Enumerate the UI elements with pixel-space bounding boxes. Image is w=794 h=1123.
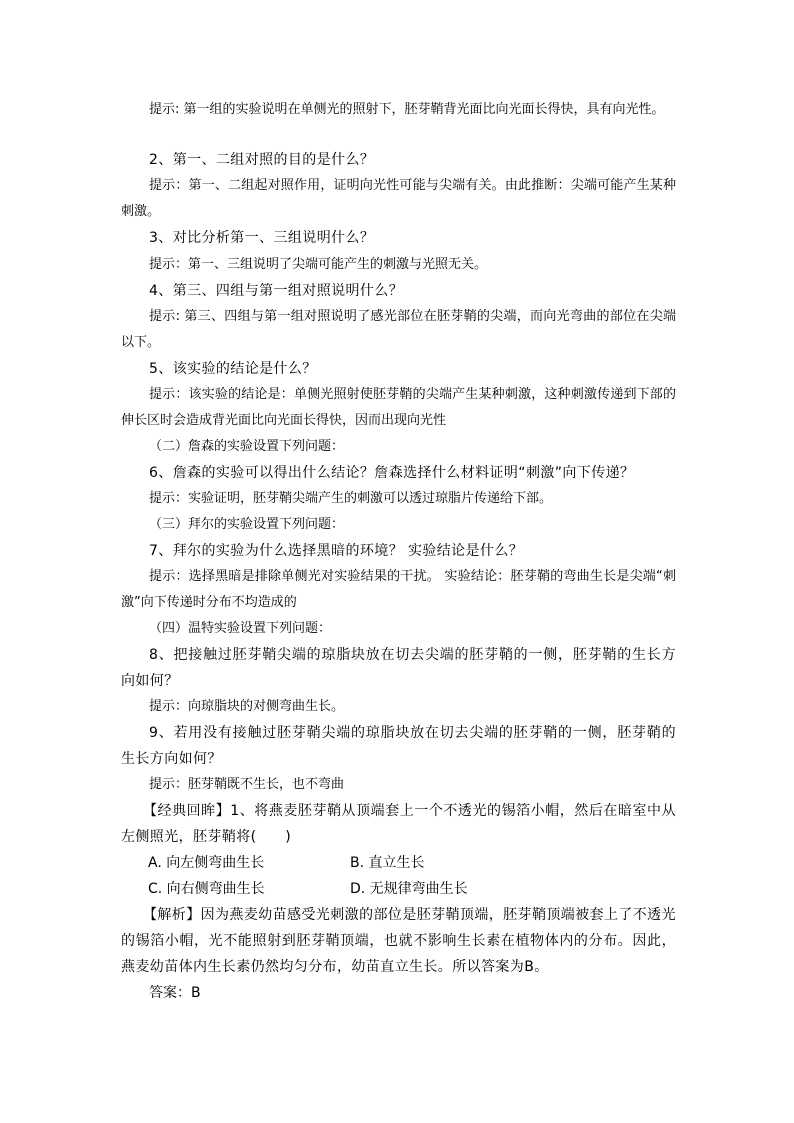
hint-1: 提示: 第一组的实验说明在单侧光的照射下，胚芽鞘背光面比向光面长得快，具有向光性。 [149, 102, 665, 117]
question-4: 4、第三、四组与第一组对照说明什么？ [149, 283, 404, 299]
hint-5: 提示：该实验的结论是：单侧光照射使胚芽鞘的尖端产生某种刺激，这种刺激传递到下部的伸长区时会造成背光面比向光面长得快，因而出现向光性 [121, 387, 676, 428]
question-3: 3、对比分析第一、三组说明什么？ [149, 230, 375, 246]
hint-2: 提示：第一、二组起对照作用，证明向光性可能与尖端有关。由此推断：尖端可能产生某种刺激。 [121, 178, 676, 219]
question-6: 6、詹森的实验可以得出什么结论？詹森选择什么材料证明“刺激”向下传递？ [149, 465, 635, 481]
option-c: C. 向右侧弯曲生长 [148, 881, 265, 897]
answer-line: 答案：B [149, 985, 201, 1001]
analysis-paragraph: 【解析】因为燕麦幼苗感受光刺激的部位是胚芽鞘顶端，胚芽鞘顶端被套上了不透光的锡箔小帽，光不能照射到胚芽鞘顶端，也就不影响生长素在植物体内的分布。因此，燕麦幼苗体内生长素仍然均匀分布，幼苗直立生长。所以答案为B。 [121, 907, 676, 975]
hint-9: 提示：胚芽鞘既不生长，也不弯曲 [149, 777, 345, 792]
hint-3: 提示：第一、三组说明了尖端可能产生的刺激与光照无关。 [149, 257, 488, 272]
option-a: A. 向左侧弯曲生长 [148, 855, 265, 871]
hint-8: 提示：向琼脂块的对侧弯曲生长。 [149, 699, 345, 714]
question-9: 9、若用没有接触过胚芽鞘尖端的琼脂块放在切去尖端的胚芽鞘的一侧，胚芽鞘的生长方向如何？ [121, 725, 676, 767]
hint-4: 提示: 第三、四组与第一组对照说明了感光部位在胚芽鞘的尖端，而向光弯曲的部位在尖端以下。 [121, 309, 676, 350]
section-4-heading: （四）温特实验设置下列问题： [149, 621, 332, 636]
question-7: 7、拜尔的实验为什么选择黑暗的环境？ 实验结论是什么？ [149, 543, 524, 559]
classic-question: 【经典回眸】1、将燕麦胚芽鞘从顶端套上一个不透光的锡箔小帽，然后在暗室中从左侧照光，胚芽鞘将( ) [121, 803, 676, 845]
question-8: 8、把接触过胚芽鞘尖端的琼脂块放在切去尖端的胚芽鞘的一侧，胚芽鞘的生长方向如何？ [121, 647, 676, 689]
hint-6: 提示：实验证明，胚芽鞘尖端产生的刺激可以透过琼脂片传递给下部。 [149, 491, 553, 506]
question-5: 5、该实验的结论是什么？ [149, 361, 317, 377]
section-2-heading: （二）詹森的实验设置下列问题： [149, 439, 345, 454]
hint-7: 提示：选择黑暗是排除单侧光对实验结果的干扰。 实验结论：胚芽鞘的弯曲生长是尖端“刺激”向下传递时分布不均造成的 [121, 569, 676, 610]
question-2: 2、第一、二组对照的目的是什么？ [149, 152, 375, 168]
section-3-heading: （三）拜尔的实验设置下列问题： [149, 517, 345, 532]
option-b: B. 直立生长 [350, 855, 425, 871]
option-d: D. 无规律弯曲生长 [350, 881, 468, 897]
